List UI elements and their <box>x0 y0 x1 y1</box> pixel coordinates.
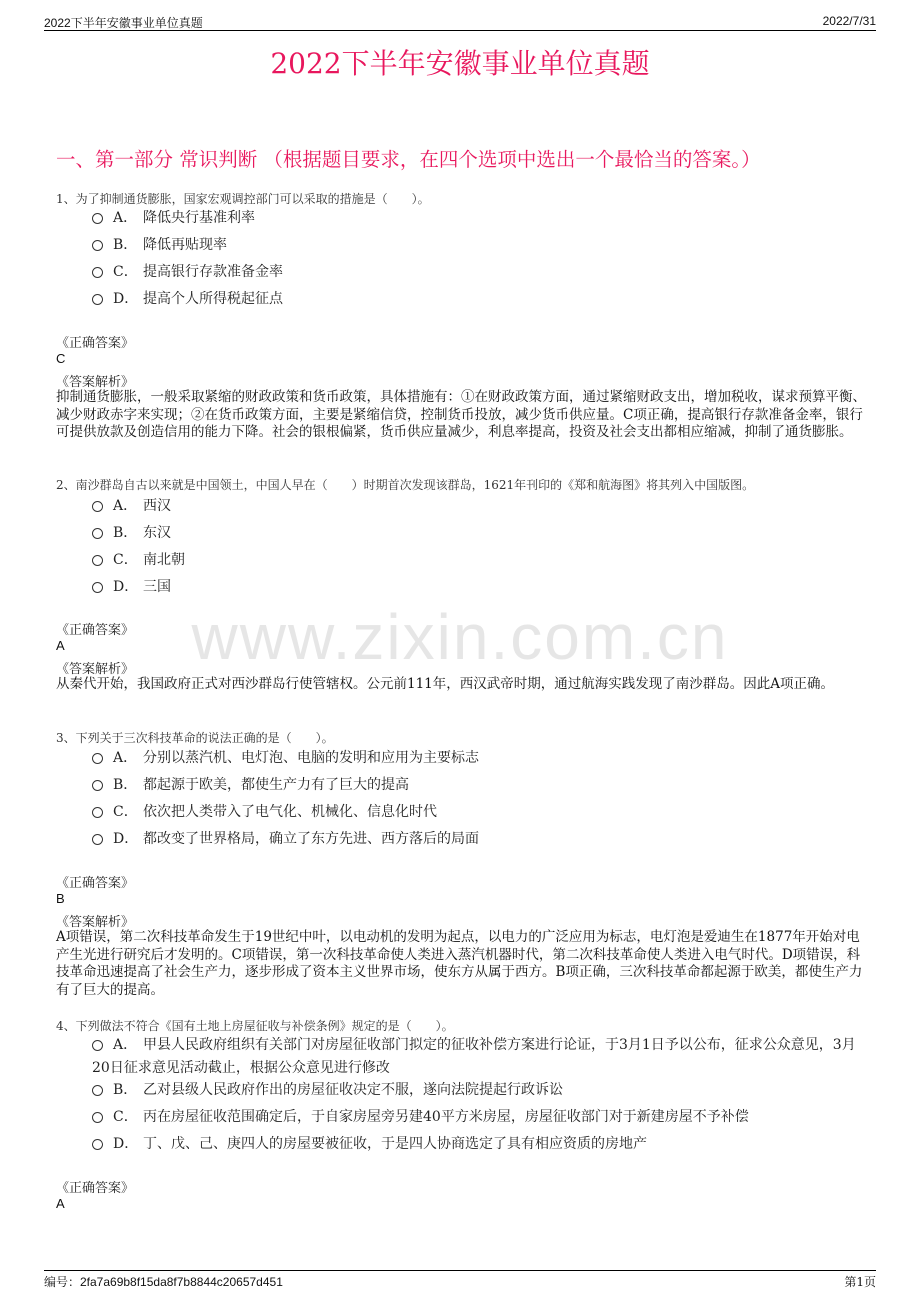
footer-page-number: 第1页 <box>844 1275 876 1289</box>
option-2c[interactable]: C． 南北朝 <box>92 548 872 572</box>
question-stem-3: 3、下列关于三次科技革命的说法正确的是（ ）。 <box>56 731 334 745</box>
analysis-text-3: A项错误，第二次科技革命发生于19世纪中叶，以电动机的发明为起点，以电力的广泛应用为标志，电灯泡是爱迪生在1877年开始对电产生光进行研究后才发明的。C项错误，第一次科技革命使人类进入蒸汽机器时代，第二次科技革命使人类进入电气时代。D项错误，科技革命迅速提高了社会生产力，逐步形成了资本主义世界市场，使东方从属于西方。B项正确，三次科技革命都起源于欧美，都使生产力有了巨大的提高。 <box>56 929 863 998</box>
radio-icon[interactable] <box>92 582 103 593</box>
analysis-label-1: 《答案解析》 <box>56 375 135 390</box>
radio-icon[interactable] <box>92 834 103 845</box>
question-stem-2: 2、南沙群岛自古以来就是中国领土，中国人早在（ ）时期首次发现该群岛，1621年刊印的《郑和航海图》将其列入中国版图。 <box>56 478 755 492</box>
analysis-label-3: 《答案解析》 <box>56 915 135 930</box>
question-stem-1: 1、为了抑制通货膨胀，国家宏观调控部门可以采取的措施是（ ）。 <box>56 192 430 206</box>
radio-icon[interactable] <box>92 1139 103 1150</box>
page-footer <box>44 1270 876 1289</box>
answer-label-1: 《正确答案》 <box>56 336 135 351</box>
page-title: 2022下半年安徽事业单位真题 <box>270 47 650 80</box>
option-1d[interactable]: D． 提高个人所得税起征点 <box>92 287 872 311</box>
radio-icon[interactable] <box>92 555 103 566</box>
analysis-label-2: 《答案解析》 <box>56 662 135 677</box>
option-4b[interactable]: B． 乙对县级人民政府作出的房屋征收决定不服，遂向法院提起行政诉讼 <box>92 1078 872 1102</box>
answer-label-4: 《正确答案》 <box>56 1181 135 1196</box>
option-1c[interactable]: C． 提高银行存款准备金率 <box>92 260 872 284</box>
option-3b[interactable]: B． 都起源于欧美，都使生产力有了巨大的提高 <box>92 773 872 797</box>
answer-label-2: 《正确答案》 <box>56 623 135 638</box>
radio-icon[interactable] <box>92 780 103 791</box>
option-1a[interactable]: A． 降低央行基准利率 <box>92 206 872 230</box>
question-stem-4: 4、下列做法不符合《国有土地上房屋征收与补偿条例》规定的是（ ）。 <box>56 1019 454 1033</box>
answer-value-4: A <box>56 1196 65 1211</box>
option-3d[interactable]: D． 都改变了世界格局，确立了东方先进、西方落后的局面 <box>92 827 872 851</box>
option-3c[interactable]: C． 依次把人类带入了电气化、机械化、信息化时代 <box>92 800 872 824</box>
option-4a[interactable]: A． 甲县人民政府组织有关部门对房屋征收部门拟定的征收补偿方案进行论证，于3月1日予以公布，征求公众意见，3月20日征求意见活动截止，根据公众意见进行修改 <box>92 1037 856 1076</box>
radio-icon[interactable] <box>92 294 103 305</box>
header-date: 2022/7/31 <box>822 14 876 28</box>
section-heading: 一、第一部分 常识判断 （根据题目要求，在四个选项中选出一个最恰当的答案。） <box>56 148 761 171</box>
answer-value-2: A <box>56 638 65 653</box>
radio-icon[interactable] <box>92 1085 103 1096</box>
option-1b[interactable]: B． 降低再贴现率 <box>92 233 872 257</box>
option-2b[interactable]: B． 东汉 <box>92 521 872 545</box>
radio-icon[interactable] <box>92 213 103 224</box>
option-3a[interactable]: A． 分别以蒸汽机、电灯泡、电脑的发明和应用为主要标志 <box>92 746 872 770</box>
analysis-text-2: 从秦代开始，我国政府正式对西沙群岛行使管辖权。公元前111年，西汉武帝时期，通过航海实践发现了南沙群岛。因此A项正确。 <box>56 676 835 692</box>
radio-icon[interactable] <box>92 807 103 818</box>
watermark: www.zixin.com.cn <box>191 601 729 673</box>
page-header <box>44 0 876 31</box>
radio-icon[interactable] <box>92 240 103 251</box>
radio-icon[interactable] <box>92 1112 103 1123</box>
radio-icon[interactable] <box>92 528 103 539</box>
radio-icon[interactable] <box>92 753 103 764</box>
answer-value-3: B <box>56 891 65 906</box>
radio-icon[interactable] <box>92 501 103 512</box>
option-4d[interactable]: D． 丁、戊、己、庚四人的房屋要被征收，于是四人协商选定了具有相应资质的房地产 <box>92 1132 872 1156</box>
analysis-text-1: 抑制通货膨胀，一般采取紧缩的财政政策和货币政策，具体措施有：①在财政政策方面，通过紧缩财政支出，增加税收，谋求预算平衡、减少财政赤字来实现；②在货币政策方面，主要是紧缩信贷，控制货币投放，减少货币供应量。C项正确，提高银行存款准备金率，银行可提供放款及创造信用的能力下降。社会的银根偏紧，货币供应量减少，利息率提高，投资及社会支出都相应缩减，抑制了通货膨胀。 <box>56 389 866 440</box>
option-2a[interactable]: A． 西汉 <box>92 494 872 518</box>
option-4c[interactable]: C． 丙在房屋征收范围确定后，于自家房屋旁另建40平方米房屋，房屋征收部门对于新建房屋不予补偿 <box>92 1105 872 1129</box>
answer-value-1: C <box>56 351 66 366</box>
footer-doc-id: 编号：2fa7a69b8f15da8f7b8844c20657d451 <box>44 1275 283 1289</box>
answer-label-3: 《正确答案》 <box>56 876 135 891</box>
header-doc-title: 2022下半年安徽事业单位真题 <box>44 16 203 30</box>
radio-icon[interactable] <box>92 267 103 278</box>
option-2d[interactable]: D． 三国 <box>92 575 872 599</box>
radio-icon[interactable] <box>92 1040 103 1051</box>
